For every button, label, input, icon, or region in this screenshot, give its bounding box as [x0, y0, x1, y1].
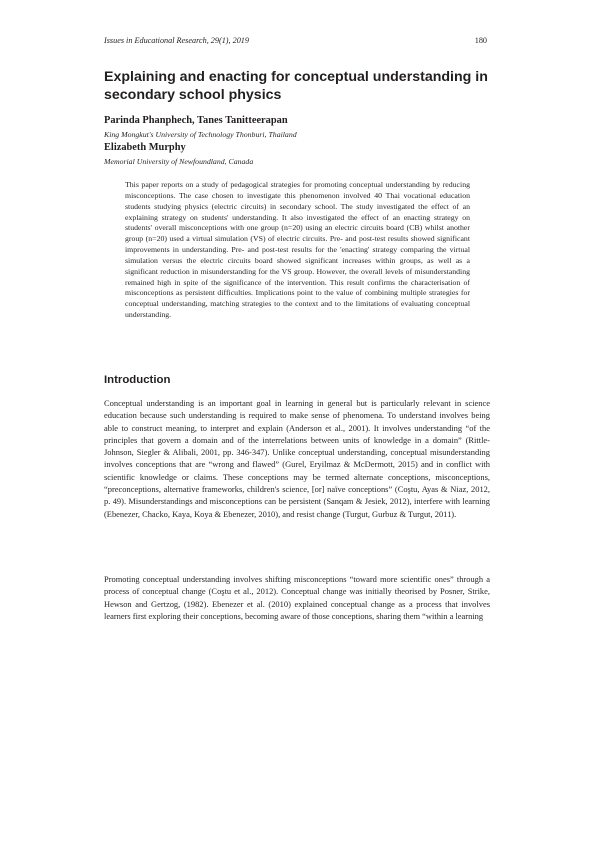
article-title: Explaining and enacting for conceptual understanding in secondary school physics [104, 69, 488, 103]
running-head [104, 36, 487, 48]
author-affiliation: King Mongkut's University of Technology Thonburi, Thailand [104, 130, 297, 139]
author-names: Parinda Phanphech, Tanes Tanitteerapan [104, 115, 288, 126]
abstract: This paper reports on a study of pedagogical strategies for promoting conceptual understanding by reducing misconceptions. The case chosen to investigate this phenomenon involved 40 Thai vocational education students studying physics (electric circuits) in secondary school. The study investigated the effect of an explaining strategy on students' understanding. It also investigated the effect of an enacting strategy on students' overall misconceptions with one group (n=20) using an electric circuits board (CB) whilst another group (n=20) used a virtual simulation (VS) of electric circuits. Pre- and post-test results showed significant improvements in understanding. Pre- and post-test results for the 'enacting' strategy comparing the virtual simulation versus the electric circuits board showed significant increases within groups, as well as a significant reduction in misunderstanding for the VS group. However, the overall levels of misunderstanding remained high in spite of the significance of the intervention. This result confirms the characterisation of misconceptions as persistent difficulties. Implications point to the value of combining multiple strategies for conceptual understanding, matching strategies to the context and to the limitations of evaluating conceptual understanding. [125, 180, 470, 320]
section-heading-introduction: Introduction [104, 374, 171, 386]
journal-citation: Issues in Educational Research, 29(1), 2019 [104, 36, 249, 45]
body-paragraph: Conceptual understanding is an important goal in learning in general but is particularly relevant in science education because such understanding is required to make sense of phenomena. To understand involves being able to construct meaning, to interpret and explain (Anderson et al., 2001). It involves understanding “of the principles that govern a domain and of the interrelations between units of knowledge in a domain” (Rittle-Johnson, Siegler & Alibali, 2001, pp. 346-347). Unlike conceptual understanding, conceptual misunderstanding involves conceptions that are “wrong and flawed” (Gurel, Eryilmaz & McDermott, 2015) and in conflict with scientific knowledge or claims. These conceptions may be termed alternate conceptions, misconceptions, “preconceptions, alternative frameworks, children's science, [or] naïve conceptions” (Coştu, Ayas & Niaz, 2012, p. 49). Misunderstandings and misconceptions can be persistent (Sanqam & Jesiek, 2012), interfere with learning (Ebenezer, Chacko, Kaya, Koya & Ebenezer, 2010), and resist change (Turgut, Gurbuz & Turgut, 2011). [104, 398, 490, 519]
author-names: Elizabeth Murphy [104, 142, 186, 153]
author-affiliation: Memorial University of Newfoundland, Canada [104, 157, 254, 166]
page-number: 180 [474, 36, 487, 45]
body-paragraph: Promoting conceptual understanding involves shifting misconceptions “toward more scientific ones” through a process of conceptual change (Coştu et al., 2012). Conceptual change was initially theorised by Posner, Strike, Hewson and Gertzog, (1982). Ebenezer et al. (2010) explained conceptual change as a process that involves learners first exploring their conceptions, becoming aware of those conceptions, sharing them “within a learning [104, 574, 490, 621]
